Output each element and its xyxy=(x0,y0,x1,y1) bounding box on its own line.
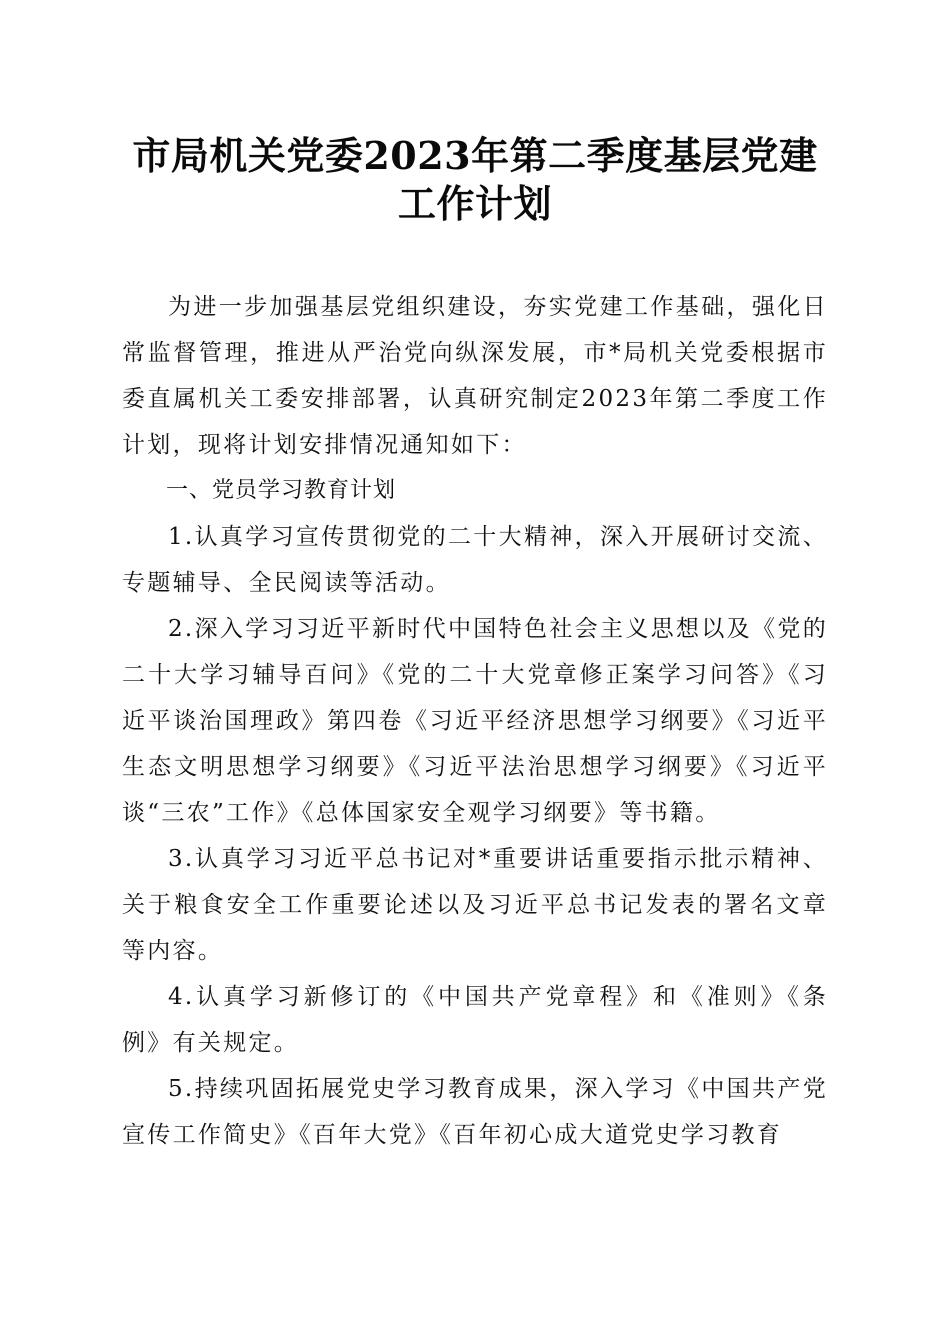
list-item-3: 3.认真学习习近平总书记对*重要讲话重要指示批示精神、关于粮食安全工作重要论述以及习近平总书记发表的署名文章等内容。 xyxy=(122,846,828,964)
document-body xyxy=(122,284,828,1158)
document-title: 市局机关党委2023年第二季度基层党建工作计划 xyxy=(132,133,818,226)
list-item-5: 5.持续巩固拓展党史学习教育成果，深入学习《中国共产党宣传工作简史》《百年大党》《百年初心成大道党史学习教育 xyxy=(122,1076,828,1148)
list-item-2: 2.深入学习习近平新时代中国特色社会主义思想以及《党的二十大学习辅导百问》《党的二十大党章修正案学习问答》《习近平谈治国理政》第四卷《习近平经济思想学习纲要》《习近平生态文明思想学习纲要》《习近平法治思想学习纲要》《习近平谈“三农”工作》《总体国家安全观学习纲要》等书籍。 xyxy=(122,616,828,826)
section-heading-1: 一、党员学习教育计划 xyxy=(166,478,397,503)
list-item-1: 1.认真学习宣传贯彻党的二十大精神，深入开展研讨交流、专题辅导、全民阅读等活动。 xyxy=(122,524,828,596)
list-item-4: 4.认真学习新修订的《中国共产党章程》和《准则》《条例》有关规定。 xyxy=(122,984,828,1056)
intro-paragraph: 为进一步加强基层党组织建设，夯实党建工作基础，强化日常监督管理，推进从严治党向纵深发展，市*局机关党委根据市委直属机关工委安排部署，认真研究制定2023年第二季度工作计划，现将计划安排情况通知如下： xyxy=(122,294,828,458)
